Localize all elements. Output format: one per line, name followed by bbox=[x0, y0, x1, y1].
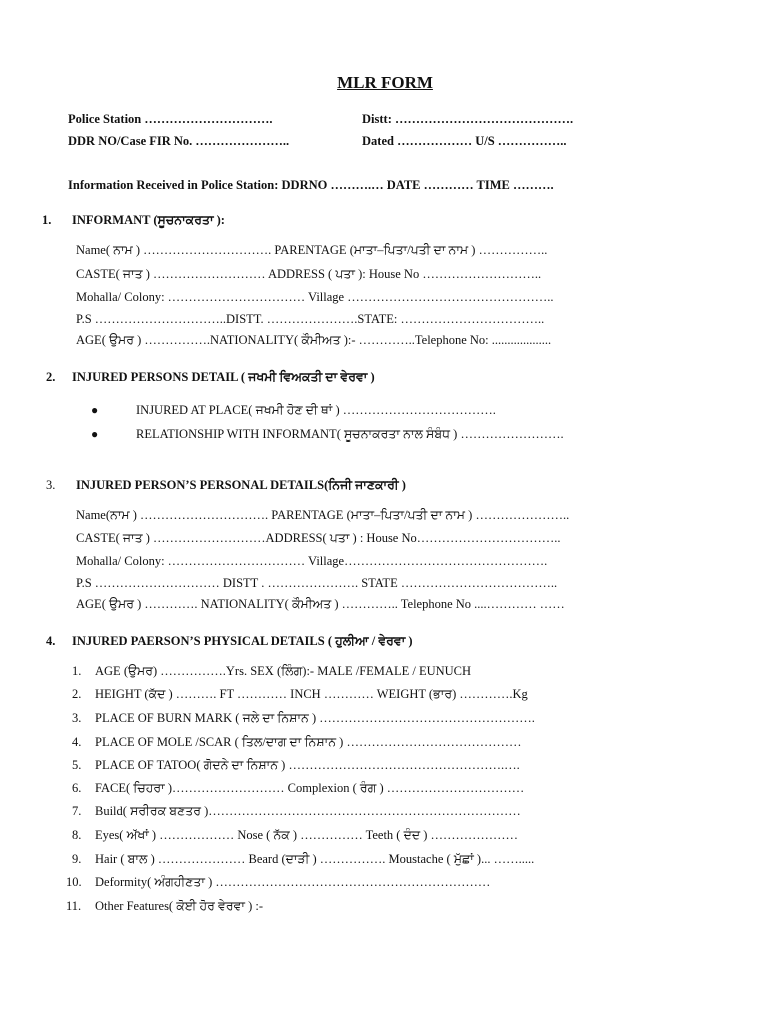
injured-age-line: AGE( ਉਮਰ ) …………. NATIONALITY( ਕੌਮੀਅਤ ) ………….. Telephone No ....………… …… bbox=[76, 597, 565, 611]
physical-deformity-line: Deformity( ਅੰਗਹੀਣਤਾ ) ………………………………………………………… bbox=[95, 875, 491, 889]
item-number: 7. bbox=[72, 804, 82, 818]
item-number: 6. bbox=[72, 781, 82, 795]
section2-heading: INJURED PERSONS DETAIL ( ਜਖਮੀ ਵਿਅਕਤੀ ਦਾ ਵੇਰਵਾ ) bbox=[72, 370, 375, 384]
injured-name-line: Name(ਨਾਮ ) …………………………. PARENTAGE (ਮਾਤਾ–ਪਿਤਾ/ਪਤੀ ਦਾ ਨਾਮ ) ………………….. bbox=[76, 508, 570, 522]
physical-face-line: FACE( ਚਿਹਰਾ )……………………… Complexion ( ਰੰਗ ) …………………………… bbox=[95, 781, 525, 795]
section1-number: 1. bbox=[42, 213, 52, 227]
physical-mole-scar-line: PLACE OF MOLE /SCAR ( ਤਿਲ/ਦਾਗ ਦਾ ਨਿਸ਼ਾਨ ) …………………………………… bbox=[95, 735, 522, 749]
informant-age-line: AGE( ਉਮਰ ) …………….NATIONALITY( ਕੌਮੀਅਤ ):- …………..Telephone No: ................... bbox=[76, 333, 552, 347]
bullet-icon: ● bbox=[91, 403, 99, 417]
info-received-line: Information Received in Police Station: DDRNO ……….… DATE ………… TIME ………. bbox=[68, 178, 554, 192]
injured-mohalla-line: Mohalla/ Colony: …………………………… Village…………………………………………. bbox=[76, 554, 548, 568]
physical-hair-line: Hair ( ਬਾਲ ) ………………… Beard (ਦਾੜੀ ) ……………. Moustache ( ਮੁੱਛਾਂ )... ……..... bbox=[95, 852, 535, 866]
informant-caste-line: CASTE( ਜਾਤ ) ……………………… ADDRESS ( ਪਤਾ ): House No ……………………….. bbox=[76, 267, 542, 281]
section4-heading: INJURED PAERSON’S PHYSICAL DETAILS ( ਹੁਲੀਆ / ਵੇਰਵਾ ) bbox=[72, 634, 413, 648]
physical-other-features-line: Other Features( ਕੋਈ ਹੋਰ ਵੇਰਵਾ ) :- bbox=[95, 899, 264, 913]
physical-build-line: Build( ਸਰੀਰਕ ਬਣਤਰ )………………………………………………………………… bbox=[95, 804, 521, 818]
section3-number: 3. bbox=[46, 478, 56, 492]
page-title: MLR FORM bbox=[337, 73, 433, 92]
bullet-icon: ● bbox=[91, 427, 99, 441]
item-number: 10. bbox=[66, 875, 82, 889]
section4-number: 4. bbox=[46, 634, 56, 648]
relationship-line: RELATIONSHIP WITH INFORMANT( ਸੂਚਨਾਕਰਤਾ ਨਾਲ ਸੰਬੰਧ ) ……………………. bbox=[136, 427, 564, 441]
item-number: 3. bbox=[72, 711, 82, 725]
item-number: 2. bbox=[72, 687, 82, 701]
section3-heading: INJURED PERSON’S PERSONAL DETAILS(ਨਿਜੀ ਜਾਣਕਾਰੀ ) bbox=[76, 478, 406, 492]
informant-mohalla-line: Mohalla/ Colony: …………………………… Village ………………………………………….. bbox=[76, 290, 554, 304]
item-number: 5. bbox=[72, 758, 82, 772]
informant-ps-line: P.S …………………………..DISTT. ………………….STATE: …………………………….. bbox=[76, 312, 545, 326]
item-number: 8. bbox=[72, 828, 82, 842]
physical-burn-mark-line: PLACE OF BURN MARK ( ਜਲੇ ਦਾ ਨਿਸ਼ਾਨ ) ……………………………………………. bbox=[95, 711, 535, 725]
item-number: 9. bbox=[72, 852, 82, 866]
injured-ps-line: P.S ………………………… DISTT . …………………. STATE ……………………………….. bbox=[76, 576, 558, 590]
informant-name-line: Name( ਨਾਮ ) …………………………. PARENTAGE (ਮਾਤਾ–ਪਿਤਾ/ਪਤੀ ਦਾ ਨਾਮ ) …………….. bbox=[76, 243, 548, 257]
injured-at-place-line: INJURED AT PLACE( ਜਖਮੀ ਹੋਣ ਦੀ ਥਾਂ ) ………………………………. bbox=[136, 403, 496, 417]
distt-field: Distt: ……………………………………. bbox=[362, 112, 574, 126]
injured-caste-line: CASTE( ਜਾਤ ) ………………………ADDRESS( ਪਤਾ ) : House No…………………………….. bbox=[76, 531, 561, 545]
item-number: 1. bbox=[72, 664, 82, 678]
physical-eyes-line: Eyes( ਅੱਖਾਂ ) ……………… Nose ( ਨੱਕ ) …………… Teeth ( ਦੰਦ ) ………………… bbox=[95, 828, 519, 842]
physical-height-weight-line: HEIGHT (ਕੱਦ ) ………. FT ………… INCH ………… WEIGHT (ਭਾਰ) ………….Kg bbox=[95, 687, 528, 701]
item-number: 4. bbox=[72, 735, 82, 749]
section2-number: 2. bbox=[46, 370, 56, 384]
physical-tatoo-line: PLACE OF TATOO( ਗੋਦਨੇ ਦਾ ਨਿਸ਼ਾਨ ) …………………………………………….…. bbox=[95, 758, 520, 772]
item-number: 11. bbox=[66, 899, 82, 913]
section1-heading: INFORMANT (ਸੂਚਨਾਕਰਤਾ ): bbox=[72, 213, 225, 227]
police-station-field: Police Station …………………………. bbox=[68, 112, 273, 126]
physical-age-sex-line: AGE (ਉਮਰ) …………….Yrs. SEX (ਲਿੰਗ):- MALE /FEMALE / EUNUCH bbox=[95, 664, 472, 678]
ddr-no-field: DDR NO/Case FIR No. ………………….. bbox=[68, 134, 290, 148]
dated-field: Dated ……………… U/S …………….. bbox=[362, 134, 567, 148]
